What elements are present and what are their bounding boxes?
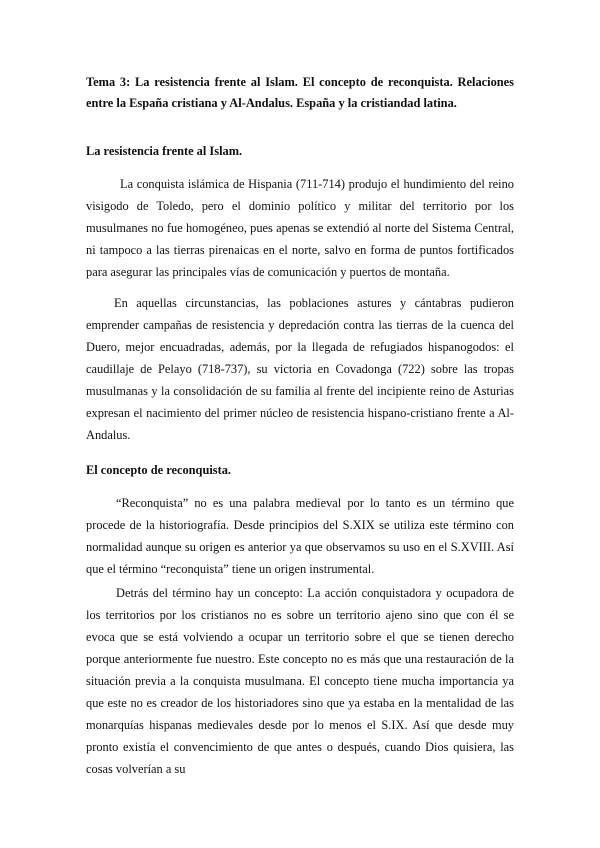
section-heading-resistencia: La resistencia frente al Islam. bbox=[86, 144, 243, 158]
paragraph: En aquellas circunstancias, las poblaciones astures y cántabras pudieron emprender campañas de resistencia y depredación contra las tierras de la cuenca del Duero, mejor encuadradas, además, por la llegada de refugiados hispanogodos: el caudillaje de Pelayo (718-737), su victoria en Covadonga (722) sobre las tropas musulmanas y la consolidación de su familia al frente del incipiente reino de Asturias expresan el nacimiento del primer núcleo de resistencia hispano-cristiano frente a Al-Andalus. bbox=[86, 296, 514, 442]
paragraph: La conquista islámica de Hispania (711-714) produjo el hundimiento del reino visigodo de Toledo, pero el dominio político y militar del territorio por los musulmanes no fue homogéneo, pues apenas se extendió al norte del Sistema Central, ni tampoco a las tierras pirenaicas en el norte, salvo en forma de puntos fortificados para asegurar las principales vías de comunicación y puertos de montaña. bbox=[86, 177, 514, 279]
section-heading-reconquista: El concepto de reconquista. bbox=[86, 463, 232, 477]
paragraph: “Reconquista” no es una palabra medieval por lo tanto es un término que procede de la historiografía. Desde principios del S.XIX se utiliza este término con normalidad aunque su origen es anterior ya que observamos su uso en el S.XVIII. Así que el término “reconquista” tiene un origen instrumental. bbox=[86, 496, 514, 576]
document-title: Tema 3: La resistencia frente al Islam. El concepto de reconquista. Relaciones entre la España cristiana y Al-Andalus. España y la cristiandad latina. bbox=[86, 75, 514, 110]
paragraph: Detrás del término hay un concepto: La acción conquistadora y ocupadora de los territorios por los cristianos no es sobre un territorio ajeno sino que con él se evoca que se está volviendo a ocupar un territorio sobre el que se tienen derecho porque anteriormente fue nuestro. Este concepto no es más que una restauración de la situación previa a la conquista musulmana. El concepto tiene mucha importancia ya que este no es creador de los historiadores sino que ya estaba en la mentalidad de las monarquías hispanas medievales desde por lo menos el S.IX. Así que desde muy pronto existía el convencimiento de que antes o después, cuando Dios quisiera, las cosas volverían a su bbox=[86, 586, 514, 776]
